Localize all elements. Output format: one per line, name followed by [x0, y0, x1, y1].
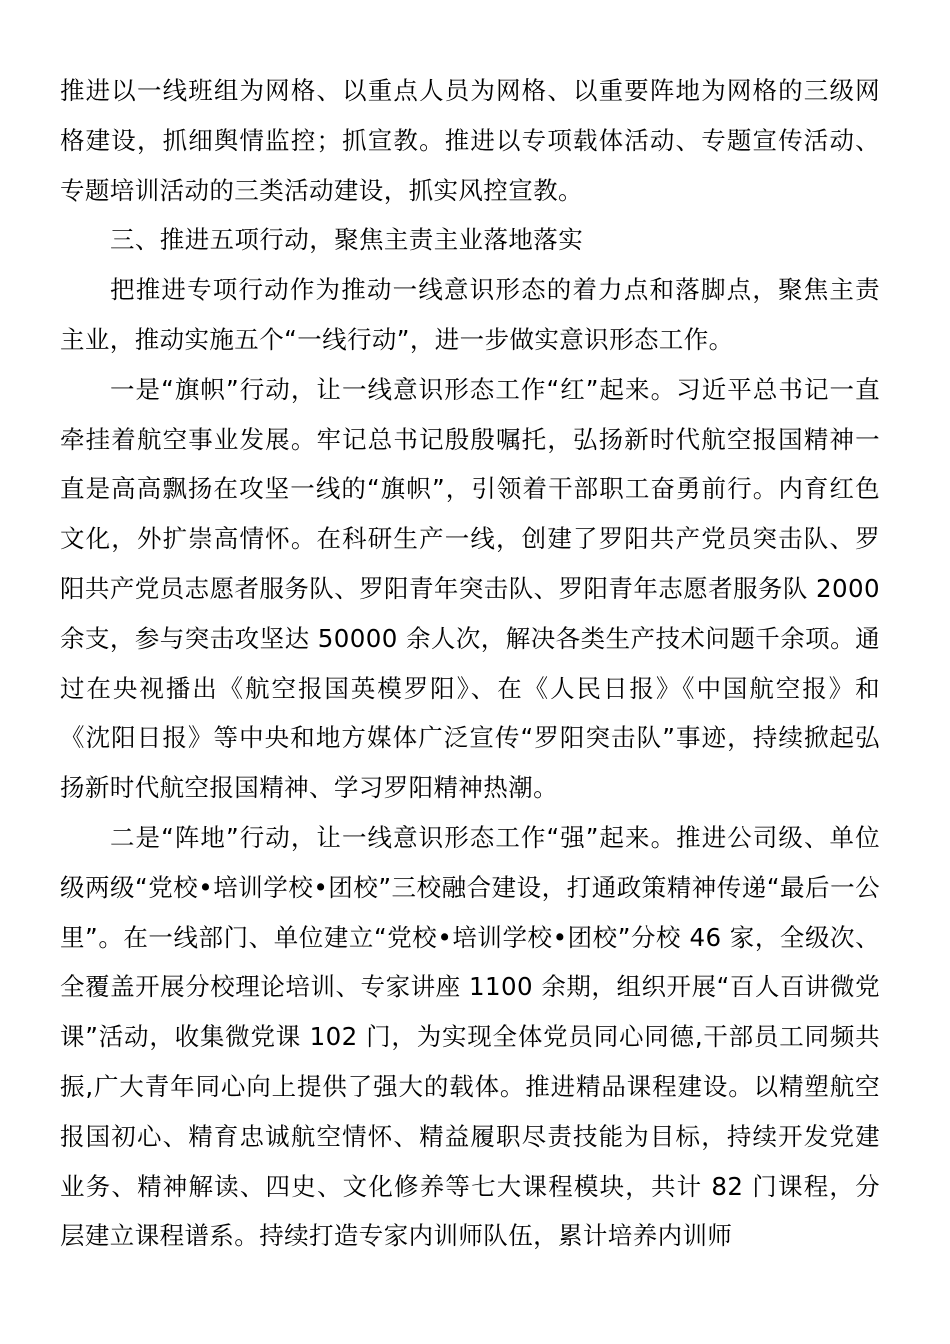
paragraph-flag-action: 一是“旗帜”行动，让一线意识形态工作“红”起来。习近平总书记一直牵挂着航空事业发展。牢记总书记殷殷嘱托，弘扬新时代航空报国精神一直是高高飘扬在攻坚一线的“旗帜”，引领着干部职工奋勇前行。内育红色文化，外扩崇高情怀。在科研生产一线，创建了罗阳共产党员突击队、罗阳共产党员志愿者服务队、罗阳青年突击队、罗阳青年志愿者服务队 2000 余支，参与突击攻坚达 50000 余人次，解决各类生产技术问题千余项。通过在央视播出《航空报国英模罗阳》、在《人民日报》《中国航空报》和《沈阳日报》等中央和地方媒体广泛宣传“罗阳突击队”事迹，持续掀起弘扬新时代航空报国精神、学习罗阳精神热潮。	[60, 374, 880, 803]
document-page	[60, 66, 880, 1261]
paragraph-grid-construction: 推进以一线班组为网格、以重点人员为网格、以重要阵地为网格的三级网格建设，抓细舆情监控；抓宣教。推进以专项载体活动、专题宣传活动、专题培训活动的三类活动建设，抓实风控宣教。	[60, 76, 880, 205]
paragraph-special-actions: 把推进专项行动作为推动一线意识形态的着力点和落脚点，聚焦主责主业，推动实施五个“一线行动”，进一步做实意识形态工作。	[60, 275, 880, 354]
paragraph-position-action: 二是“阵地”行动，让一线意识形态工作“强”起来。推进公司级、单位级两级“党校•培训学校•团校”三校融合建设，打通政策精神传递“最后一公里”。在一线部门、单位建立“党校•培训学校•团校”分校 46 家，全级次、全覆盖开展分校理论培训、专家讲座 1100 余期，组织开展“百人百讲微党课”活动，收集微党课 102 门，为实现全体党员同心同德,干部员工同频共振,广大青年同心向上提供了强大的载体。推进精品课程建设。以精塑航空报国初心、精育忠诚航空情怀、精益履职尽责技能为目标，持续开发党建业务、精神解读、四史、文化修养等七大课程模块，共计 82 门课程，分层建立课程谱系。持续打造专家内训师队伍，累计培养内训师	[60, 822, 880, 1251]
section-heading-three: 三、推进五项行动，聚焦主责主业落地落实	[110, 225, 584, 255]
